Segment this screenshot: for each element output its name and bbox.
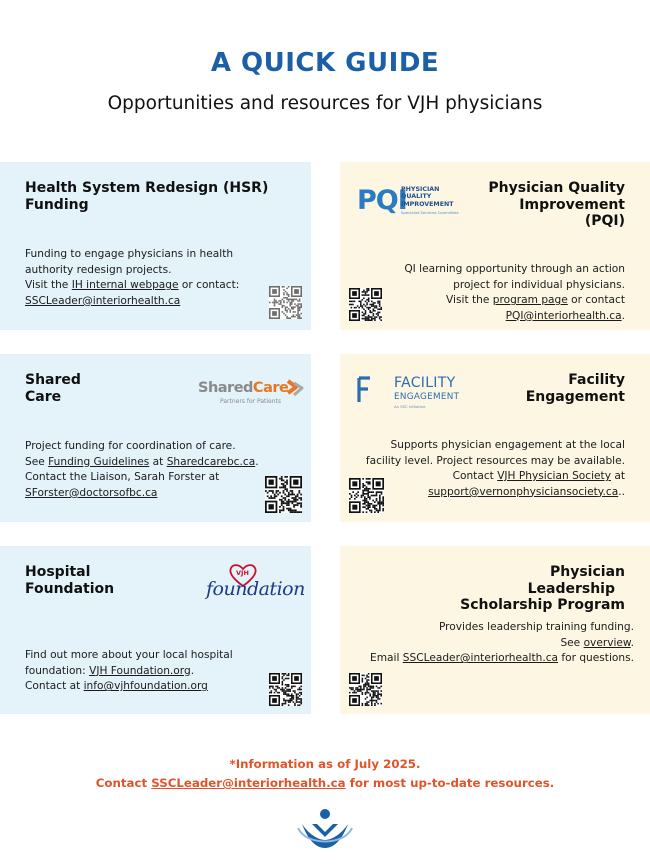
qr-code-icon xyxy=(349,673,382,706)
card-title: Shared Care xyxy=(25,372,81,405)
ih-webpage-link[interactable]: IH internal webpage xyxy=(71,279,179,292)
pqi-logo: PQI PHYSICIAN QUALITY IMPROVEMENT Specialist Services Committee xyxy=(357,185,459,216)
physician-society-link[interactable]: VJH Physician Society xyxy=(497,470,611,483)
qr-code-icon xyxy=(269,673,302,706)
card-body: Funding to engage physicians in health authority redesign projects. Visit the IH internal webpage or contact: SSCLeader@interiorhealth.ca xyxy=(25,248,240,307)
card-body: Project funding for coordination of care. See Funding Guidelines at Sharedcarebc.ca. Contact the Liaison, Sarah Forster at SForster@doctorsofbc.ca xyxy=(25,440,259,499)
card-title: Health System Redesign (HSR) Funding xyxy=(25,180,269,213)
footer-note: *Information as of July 2025. xyxy=(229,757,421,771)
card-hsr-funding xyxy=(0,162,311,330)
email-link[interactable]: support@vernonphysiciansociety.ca xyxy=(428,485,619,498)
card-facility-engagement xyxy=(340,354,650,522)
email-link[interactable]: SSCLeader@interiorhealth.ca xyxy=(25,294,181,307)
overview-link[interactable]: overview xyxy=(583,636,631,649)
page-title: A QUICK GUIDE xyxy=(210,48,440,78)
qr-code-icon xyxy=(269,286,302,319)
email-link[interactable]: SSCLeader@interiorhealth.ca xyxy=(402,652,559,665)
card-shared-care xyxy=(0,354,311,522)
qr-code-icon xyxy=(265,476,302,513)
sharedcare-site-link[interactable]: Sharedcarebc.ca xyxy=(166,455,256,468)
card-title: Facility Engagement xyxy=(525,372,625,405)
card-title: Physician Quality Improvement (PQI) xyxy=(488,180,625,229)
program-page-link[interactable]: program page xyxy=(492,294,568,307)
card-title: Hospital Foundation xyxy=(25,564,115,597)
funding-guidelines-link[interactable]: Funding Guidelines xyxy=(48,455,150,468)
sharedcare-chevron-icon xyxy=(284,377,306,399)
card-hospital-foundation xyxy=(0,546,311,714)
footer-contact: Contact SSCLeader@interiorhealth.ca for most up-to-date resources. xyxy=(95,776,555,790)
vjh-foundation-logo: VJH foundation xyxy=(206,562,296,614)
page-subtitle: Opportunities and resources for VJH physicians xyxy=(107,93,543,114)
card-body: Find out more about your local hospital foundation: VJH Foundation.org. Contact at info@vjhfoundation.org xyxy=(25,649,233,693)
email-link[interactable]: SSCLeader@interiorhealth.ca xyxy=(151,776,346,790)
qr-code-icon xyxy=(349,288,382,321)
card-title: Physician Leadership Scholarship Program xyxy=(460,564,625,613)
card-physician-leadership xyxy=(340,546,650,714)
facility-engagement-logo: FACILITY ENGAGEMENT An SSC Initiative xyxy=(357,375,477,409)
card-body: Provides leadership training funding. See overview. Email SSCLeader@interiorhealth.ca for questions. xyxy=(370,621,634,665)
email-link[interactable]: SForster@doctorsofbc.ca xyxy=(25,486,158,499)
qr-code-icon xyxy=(349,478,384,513)
interior-health-logo xyxy=(296,806,354,852)
card-body: Supports physician engagement at the local facility level. Project resources may be available. Contact VJH Physician Society at support@vernonphysiciansociety.ca.. xyxy=(365,439,625,498)
sharedcare-logo: SharedCare Partners for Patients xyxy=(198,377,306,407)
foundation-site-link[interactable]: VJH Foundation.org xyxy=(89,664,191,677)
email-link[interactable]: info@vjhfoundation.org xyxy=(83,680,208,693)
card-body: QI learning opportunity through an action project for individual physicians. Visit the program page or contact PQI@interiorhealth.ca. xyxy=(404,263,625,322)
card-pqi xyxy=(340,162,650,330)
email-link[interactable]: PQI@interiorhealth.ca xyxy=(505,309,622,322)
